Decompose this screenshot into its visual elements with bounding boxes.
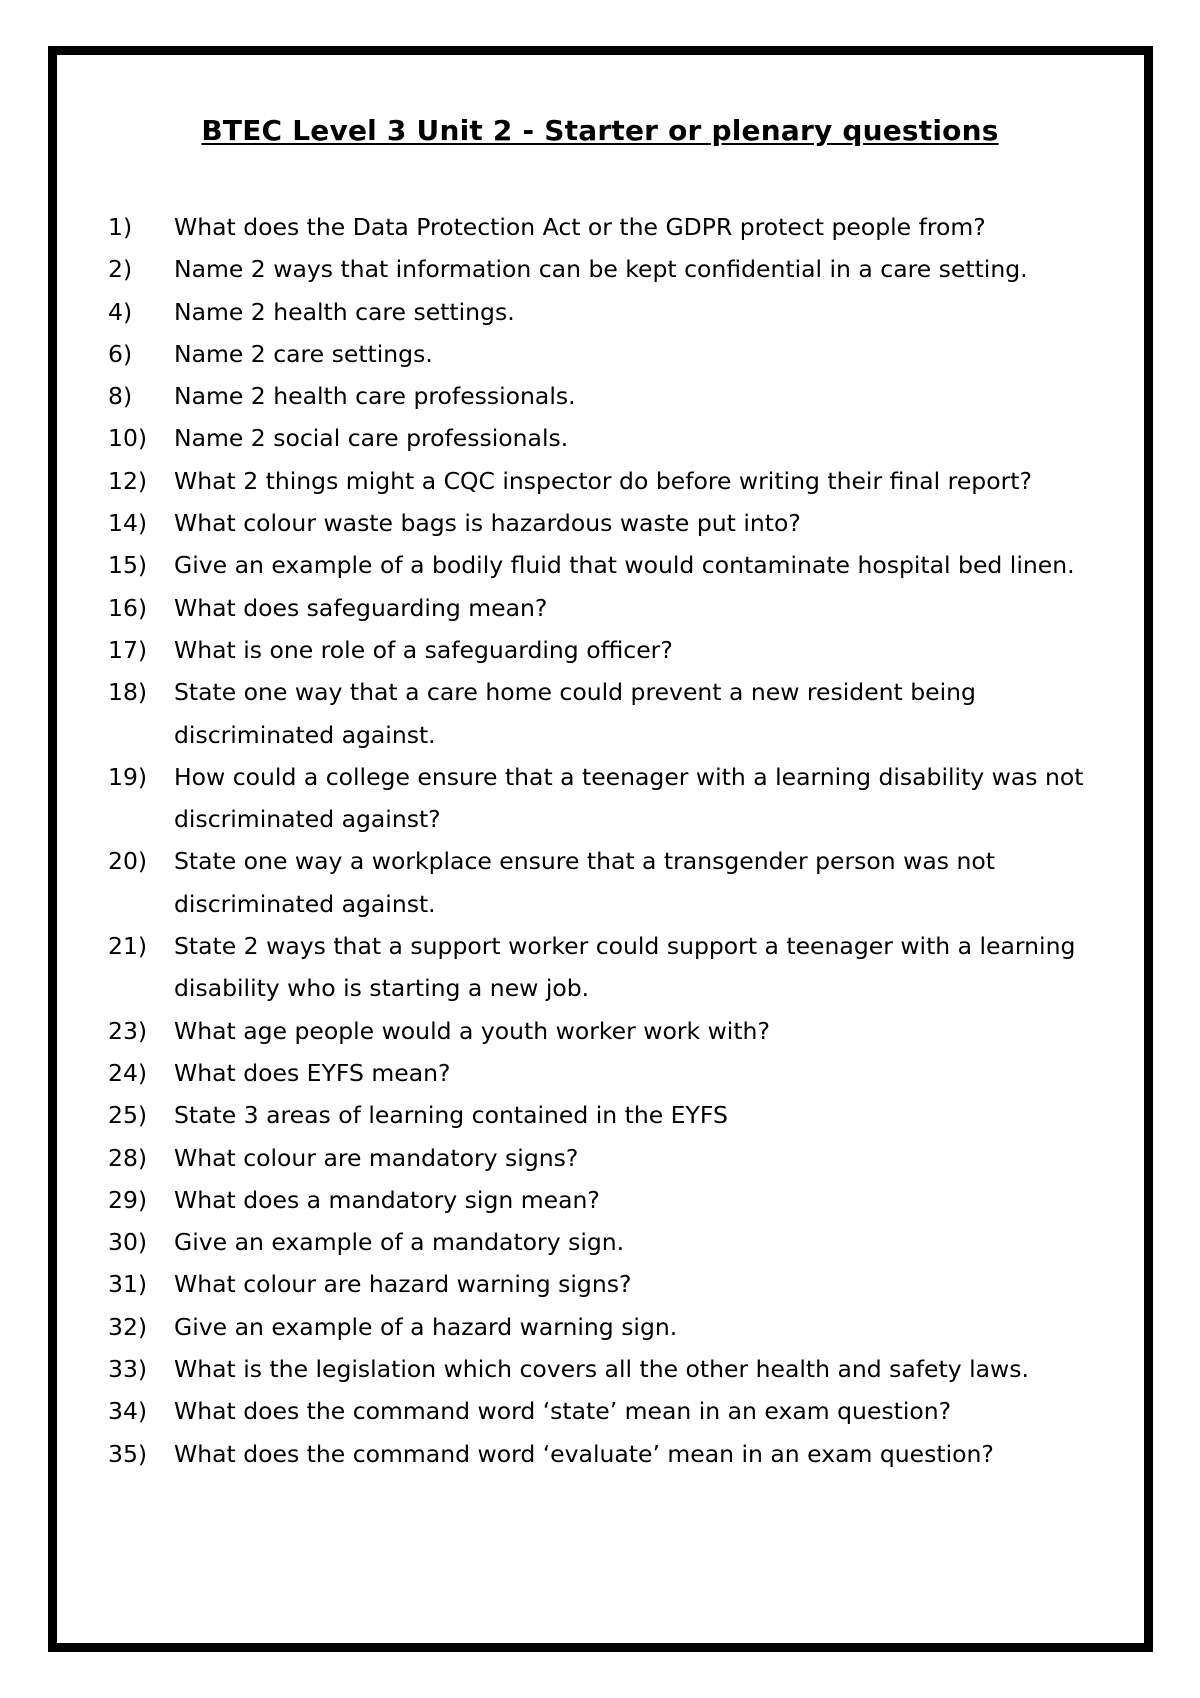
question-number: 19) — [108, 762, 148, 791]
question-item — [108, 587, 1128, 629]
question-text: What colour are mandatory signs? — [174, 1143, 579, 1172]
question-number: 21) — [108, 932, 148, 961]
question-item — [108, 333, 1128, 375]
question-text: Name 2 social care professionals. — [174, 424, 569, 453]
question-item — [108, 1094, 1128, 1136]
question-number: 4) — [108, 297, 133, 326]
page-title: BTEC Level 3 Unit 2 - Starter or plenary questions — [201, 114, 999, 147]
question-text: Name 2 ways that information can be kept confidential in a care setting. — [174, 255, 1028, 284]
question-number: 10) — [108, 424, 148, 453]
question-item — [108, 1179, 1128, 1221]
question-number: 35) — [108, 1439, 148, 1468]
question-text: Name 2 health care settings. — [174, 297, 515, 326]
question-number: 12) — [108, 466, 148, 495]
question-item — [108, 629, 1128, 671]
question-item — [108, 840, 1128, 925]
question-text: How could a college ensure that a teenager with a learning disability was not discriminated against? — [174, 762, 1084, 834]
question-item — [108, 925, 1128, 1010]
question-item — [108, 1137, 1128, 1179]
question-number: 16) — [108, 593, 148, 622]
question-text: What does safeguarding mean? — [174, 593, 548, 622]
question-item — [108, 248, 1128, 290]
question-number: 33) — [108, 1355, 148, 1384]
question-item — [108, 1306, 1128, 1348]
question-text: Give an example of a mandatory sign. — [174, 1228, 625, 1257]
question-text: What is the legislation which covers all the other health and safety laws. — [174, 1355, 1029, 1384]
question-text: What does the Data Protection Act or the GDPR protect people from? — [174, 213, 986, 241]
question-number: 32) — [108, 1312, 148, 1341]
question-text: State one way a workplace ensure that a transgender person was not discriminated against. — [174, 847, 995, 918]
question-text: What is one role of a safeguarding officer? — [174, 635, 673, 664]
question-item — [108, 544, 1128, 586]
question-text: Name 2 care settings. — [174, 339, 433, 368]
question-text: What colour waste bags is hazardous waste put into? — [174, 509, 801, 538]
question-item — [108, 1052, 1128, 1094]
question-number: 20) — [108, 847, 148, 876]
question-text: State 2 ways that a support worker could support a teenager with a learning disability who is starting a new job. — [174, 932, 1076, 1003]
question-number: 2) — [108, 255, 133, 284]
question-text: State 3 areas of learning contained in the EYFS — [174, 1101, 728, 1130]
question-list — [108, 206, 1128, 1475]
question-text: Name 2 health care professionals. — [174, 382, 576, 411]
question-number: 30) — [108, 1228, 148, 1257]
question-number: 17) — [108, 635, 148, 664]
question-item — [108, 417, 1128, 459]
question-item — [108, 460, 1128, 502]
question-number: 6) — [108, 339, 133, 368]
question-number: 28) — [108, 1143, 148, 1172]
question-item — [108, 206, 1128, 248]
question-number: 25) — [108, 1101, 148, 1130]
question-number: 15) — [108, 551, 148, 580]
question-text: State one way that a care home could prevent a new resident being discriminated against. — [174, 678, 976, 749]
question-item — [108, 502, 1128, 544]
question-item — [108, 1010, 1128, 1052]
question-item — [108, 1433, 1128, 1475]
question-text: What does a mandatory sign mean? — [174, 1185, 600, 1214]
question-number: 8) — [108, 382, 133, 411]
question-item — [108, 1221, 1128, 1263]
question-text: Give an example of a hazard warning sign. — [174, 1312, 678, 1341]
question-number: 18) — [108, 678, 148, 707]
question-item — [108, 1263, 1128, 1305]
question-item — [108, 291, 1128, 333]
question-number: 29) — [108, 1185, 148, 1214]
question-text: What does the command word ‘state’ mean in an exam question? — [174, 1397, 952, 1426]
question-text: What 2 things might a CQC inspector do before writing their final report? — [174, 466, 1032, 495]
question-number: 24) — [108, 1058, 148, 1087]
question-number: 14) — [108, 509, 148, 538]
question-text: What does the command word ‘evaluate’ mean in an exam question? — [174, 1439, 994, 1468]
question-item — [108, 1348, 1128, 1390]
question-number: 31) — [108, 1270, 148, 1299]
question-number: 1) — [108, 213, 133, 241]
question-item — [108, 671, 1128, 756]
question-item — [108, 1390, 1128, 1432]
question-text: Give an example of a bodily fluid that would contaminate hospital bed linen. — [174, 551, 1075, 580]
question-item — [108, 756, 1128, 841]
question-text: What age people would a youth worker work with? — [174, 1016, 770, 1045]
question-number: 34) — [108, 1397, 148, 1426]
question-text: What does EYFS mean? — [174, 1058, 451, 1087]
question-text: What colour are hazard warning signs? — [174, 1270, 632, 1299]
question-item — [108, 375, 1128, 417]
question-number: 23) — [108, 1016, 148, 1045]
